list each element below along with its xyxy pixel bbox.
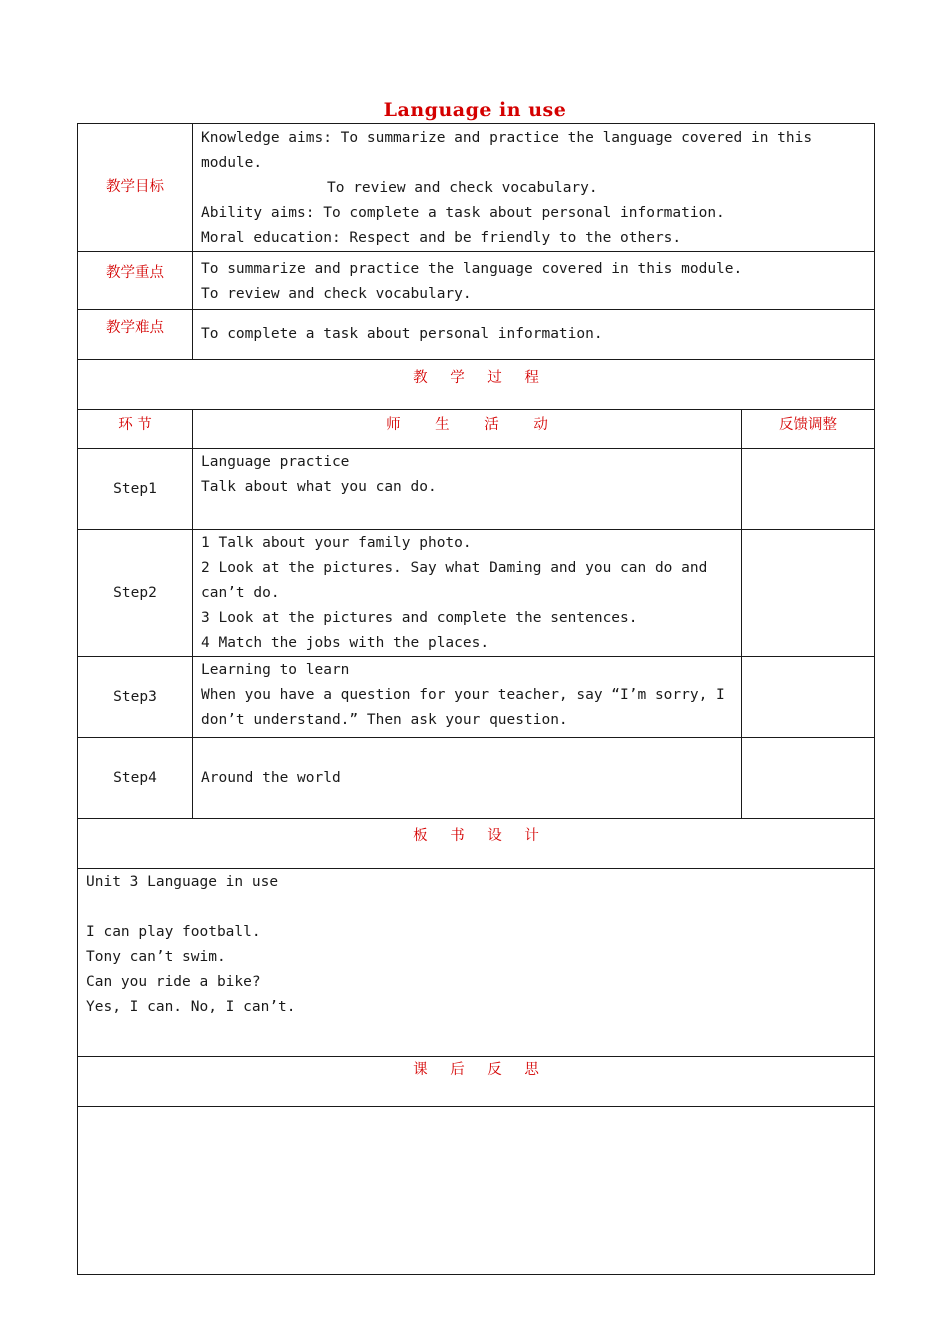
step-label: Step3 [78,657,193,738]
step-line: Language practice [201,454,350,470]
board-line: Unit 3 Language in use [86,874,279,890]
step-label: Step2 [78,530,193,657]
reflection-content-row [78,1107,875,1275]
board-content-row [78,869,875,1057]
process-heading-row [78,360,875,410]
step-line: can’t do. [201,585,280,601]
goals-label: 教学目标 [78,124,193,252]
step-activity [193,449,742,530]
difficulties-content [193,310,875,360]
step-line: 2 Look at the pictures. Say what Daming and you can do and [201,560,708,576]
key-points-row [78,252,875,310]
step-line: don’t understand.” Then ask your question. [201,712,568,728]
board-line: I can play football. [86,924,261,940]
step-label: Step1 [78,449,193,530]
step-line: Around the world [201,769,341,786]
board-heading-row [78,819,875,869]
step-line: 4 Match the jobs with the places. [201,635,490,651]
reflection-heading: 课 后 反 思 [78,1057,875,1107]
step-line: 3 Look at the pictures and complete the sentences. [201,610,638,626]
reflection-content [78,1107,875,1275]
goals-line: Moral education: Respect and be friendly to the others. [201,230,682,246]
step-row [78,449,875,530]
step-line: When you have a question for your teacher, say “I’m sorry, I [201,687,725,703]
step-feedback-cell [742,657,875,738]
step-line: Talk about what you can do. [201,479,437,495]
lesson-plan-table [77,123,875,1275]
column-header-feedback: 反馈调整 [742,410,875,449]
column-header-activity: 师 生 活 动 [193,410,742,449]
board-heading: 板 书 设 计 [78,819,875,869]
step-activity [193,530,742,657]
goals-line: Ability aims: To complete a task about personal information. [201,205,725,221]
step-feedback-cell [742,449,875,530]
board-line [86,895,866,920]
difficulties-row [78,310,875,360]
board-content [78,869,875,1057]
key-points-label: 教学重点 [78,252,193,310]
step-feedback-cell [742,530,875,657]
reflection-heading-row [78,1057,875,1107]
step-feedback-cell [742,738,875,819]
step-row [78,657,875,738]
key-points-line: To review and check vocabulary. [201,286,472,302]
step-row [78,738,875,819]
column-header-step: 环 节 [78,410,193,449]
board-line: Can you ride a bike? [86,974,261,990]
document-title: Language in use [383,99,567,121]
difficulties-line: To complete a task about personal information. [201,326,603,342]
goals-line: Knowledge aims: To summarize and practice the language covered in this module. [201,130,821,171]
process-heading: 教 学 过 程 [78,360,875,410]
key-points-content [193,252,875,310]
step-label: Step4 [78,738,193,819]
board-line: Yes, I can. No, I can’t. [86,999,296,1015]
step-line: Learning to learn [201,662,350,678]
step-line: 1 Talk about your family photo. [201,535,472,551]
process-column-header-row [78,410,875,449]
goals-line: To review and check vocabulary. [327,180,598,196]
step-activity [193,738,742,819]
difficulties-label: 教学难点 [78,310,193,360]
key-points-line: To summarize and practice the language covered in this module. [201,261,743,277]
goals-content [193,124,875,252]
step-row [78,530,875,657]
goals-row [78,124,875,252]
step-activity [193,657,742,738]
board-line: Tony can’t swim. [86,949,226,965]
